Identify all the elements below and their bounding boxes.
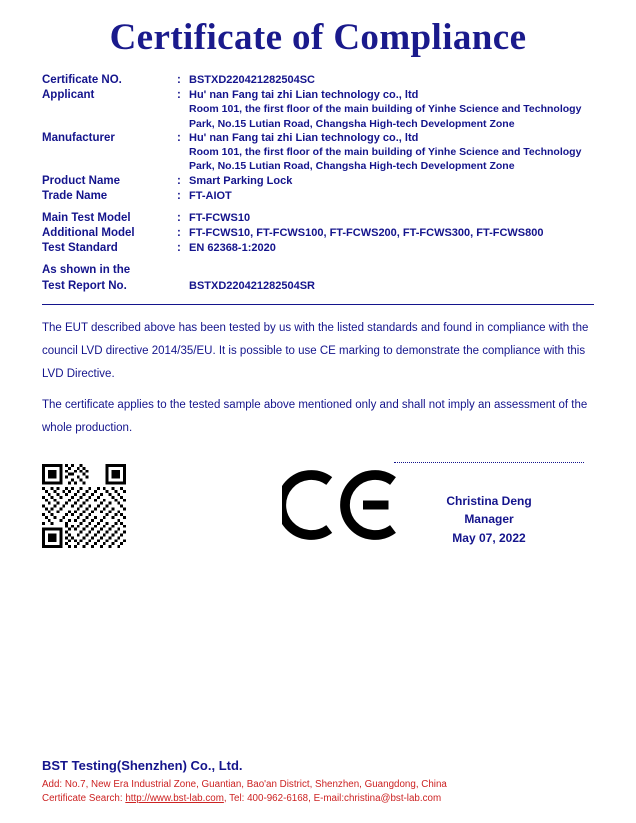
table-row xyxy=(42,88,594,131)
qr-code-icon xyxy=(42,464,126,548)
field-value: FT-FCWS10, FT-FCWS100, FT-FCWS200, FT-FCWS300, FT-FCWS800 xyxy=(189,227,544,240)
spacer xyxy=(42,204,594,211)
footer xyxy=(42,758,594,807)
field-colon: : xyxy=(177,211,181,224)
certificate-page xyxy=(0,18,636,823)
field-value: BSTXD220421282504SC xyxy=(189,73,315,86)
divider xyxy=(42,304,594,305)
certificate-fields-table xyxy=(42,73,594,294)
footer-address: Add: No.7, New Era Industrial Zone, Guantian, Bao'an District, Shenzhen, Guangdong, China xyxy=(42,778,447,790)
applicant-address: Room 101, the first floor of the main building of Yinhe Science and Technology Park, No.15 Lutian Road, Changsha High-tech Development Zone xyxy=(189,103,582,130)
field-colon: : xyxy=(177,73,181,86)
footer-search-link[interactable]: http://www.bst-lab.com xyxy=(125,793,224,805)
manufacturer-address: Room 101, the first floor of the main building of Yinhe Science and Technology Park, No.15 Lutian Road, Changsha High-tech Development Zone xyxy=(189,146,582,173)
field-label: Additional Model xyxy=(42,227,135,240)
field-label: Manufacturer xyxy=(42,131,115,144)
field-value: FT-AIOT xyxy=(189,189,232,202)
signature-block xyxy=(394,462,584,548)
field-colon: : xyxy=(177,242,181,255)
issue-date: May 07, 2022 xyxy=(452,530,526,545)
table-row xyxy=(42,131,594,174)
compliance-paragraph-1: The EUT described above has been tested by us with the listed standards and found in compliance with the council LVD directive 2014/35/EU. It is possible to use CE marking to demonstrate the compliance with this LVD Directive. xyxy=(42,321,589,380)
table-row xyxy=(42,73,594,88)
applicant-name: Hu' nan Fang tai zhi Lian technology co., ltd xyxy=(189,88,419,101)
field-value xyxy=(189,131,594,174)
field-colon: : xyxy=(177,189,181,202)
compliance-paragraph-2: The certificate applies to the tested sample above mentioned only and shall not imply an assessment of the whole production. xyxy=(42,398,588,434)
field-colon: : xyxy=(177,88,181,101)
ce-mark-icon xyxy=(282,466,402,544)
signatory-name: Christina Deng xyxy=(446,493,532,508)
field-colon: : xyxy=(177,227,181,240)
field-colon-empty xyxy=(177,279,189,294)
field-colon-empty xyxy=(177,263,189,278)
footer-search-suffix: , Tel: 400-962-6168, E-mail:christina@bst-lab.com xyxy=(223,793,442,805)
report-label-line2: Test Report No. xyxy=(42,279,127,292)
field-label: Test Standard xyxy=(42,242,118,255)
field-colon: : xyxy=(177,131,181,144)
table-row xyxy=(42,174,594,189)
field-label: Trade Name xyxy=(42,189,108,202)
field-value: EN 62368-1:2020 xyxy=(189,242,276,255)
field-label: Product Name xyxy=(42,174,120,187)
marks-row xyxy=(42,454,594,594)
field-label: Applicant xyxy=(42,88,95,101)
manufacturer-name: Hu' nan Fang tai zhi Lian technology co., ltd xyxy=(189,131,419,144)
table-row xyxy=(42,226,594,241)
signature-line xyxy=(394,462,584,464)
field-label: Main Test Model xyxy=(42,211,131,224)
footer-company-name: BST Testing(Shenzhen) Co., Ltd. xyxy=(42,757,243,773)
table-row xyxy=(42,211,594,226)
footer-search-prefix: Certificate Search: xyxy=(42,793,126,805)
report-number: BSTXD220421282504SR xyxy=(189,279,315,292)
field-value: FT-FCWS10 xyxy=(189,211,251,224)
field-label: Certificate NO. xyxy=(42,73,122,86)
page-title: Certificate of Compliance xyxy=(109,17,527,58)
field-colon: : xyxy=(177,174,181,187)
field-value xyxy=(189,88,594,131)
field-value-empty xyxy=(189,263,594,278)
table-row xyxy=(42,263,594,278)
spacer xyxy=(42,256,594,263)
table-row xyxy=(42,241,594,256)
table-row xyxy=(42,279,594,294)
table-row xyxy=(42,189,594,204)
field-value: Smart Parking Lock xyxy=(189,174,293,187)
report-label-line1: As shown in the xyxy=(42,264,131,277)
signatory-role: Manager xyxy=(464,512,514,527)
